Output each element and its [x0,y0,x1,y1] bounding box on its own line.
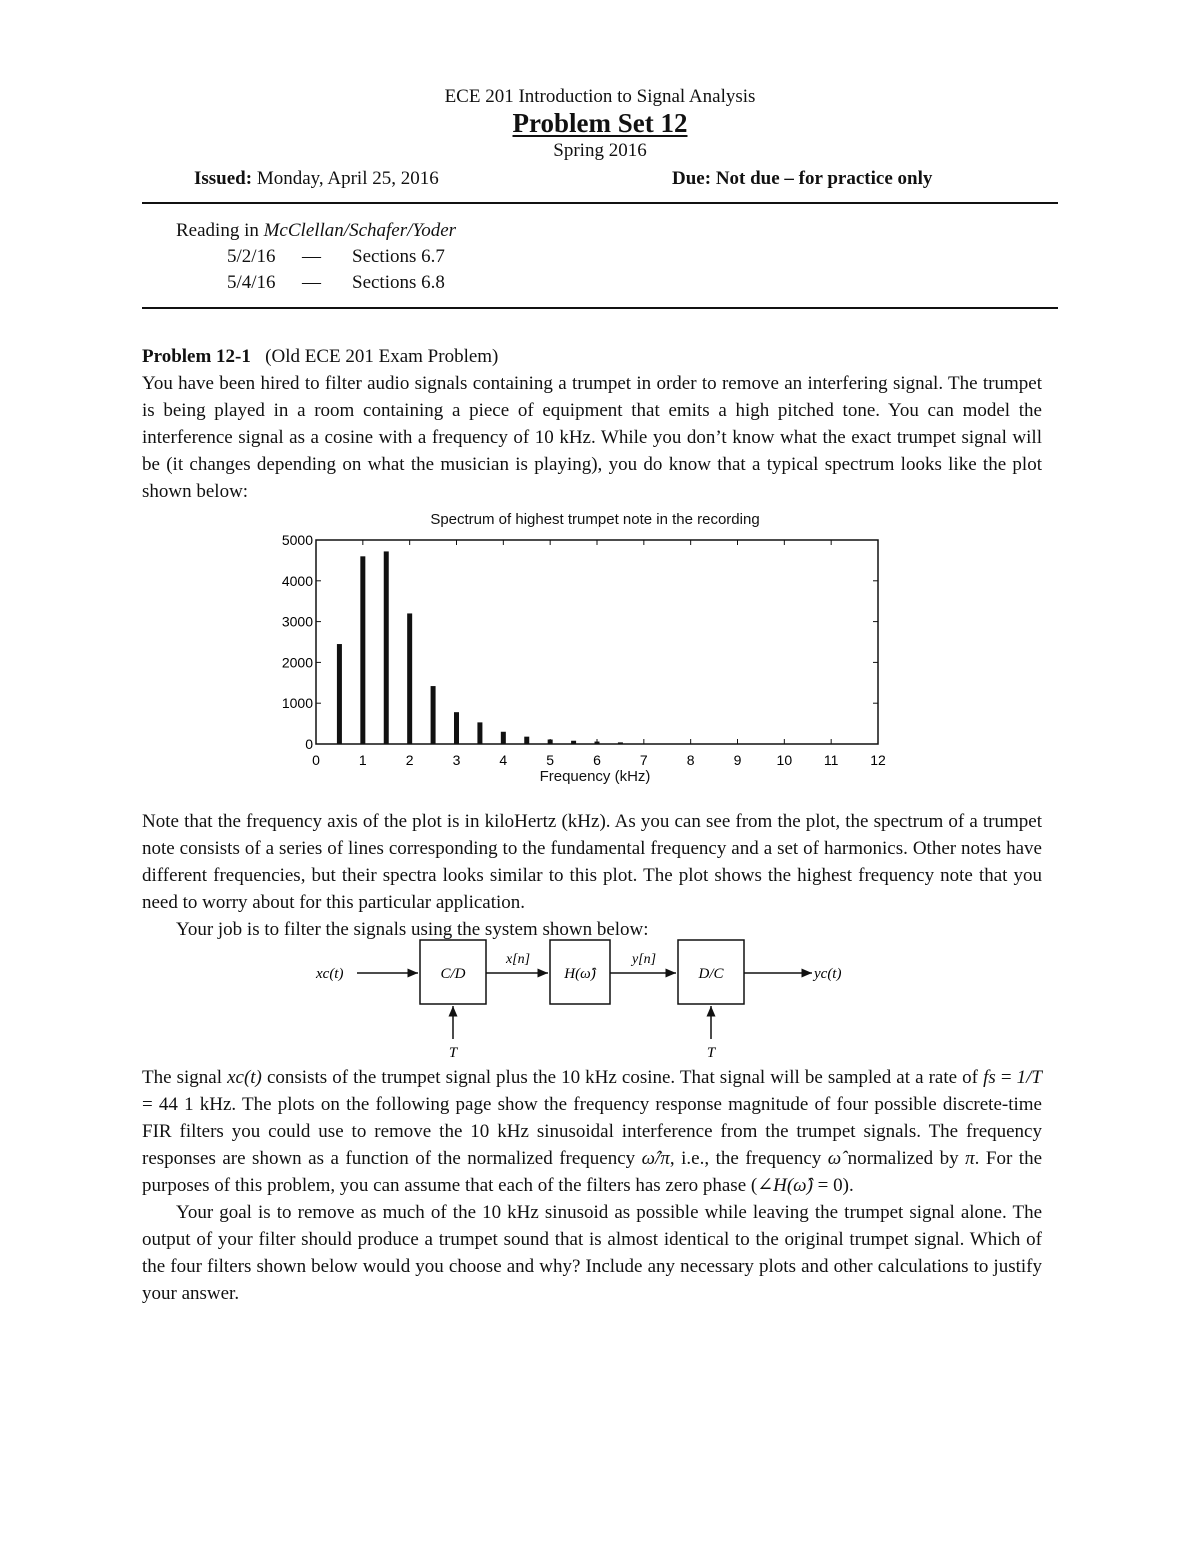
reading-heading: Reading in McClellan/Schafer/Yoder [176,220,457,241]
spectrum-bar [337,644,342,744]
xn-label: x[n] [505,952,531,967]
x-tick-label: 0 [312,752,320,768]
x-tick-label: 9 [733,752,742,768]
course-title: ECE 201 Introduction to Signal Analysis [444,86,756,107]
x-tick-label: 11 [823,752,839,768]
due-line: Due: Not due – for practice only [672,168,933,189]
top-rule [142,202,1058,204]
fs-symbol: fs [983,1067,996,1088]
problem-set-title: Problem Set 12 [512,108,688,138]
spectrum-bar [548,740,553,744]
chart-title: Spectrum of highest trumpet note in the recording [430,511,760,528]
y-ticks [282,532,878,752]
reading-dash-1: — [302,246,321,267]
yn-label: y[n] [631,952,657,967]
signal-paragraph: The signal xc(t) consists of the trumpet signal plus the 10 kHz cosine. That signal will be sampled at a rate of fs = 1/T = 44 1 kHz. The plots on the following page show the frequency response magnitude of four possible discrete-time FIR filters you could use to remove the 10 kHz sinusoidal interference from the trumpet signals. The frequency responses are shown as a function of the normalized frequency ω̂/π, i.e., the frequency ω̂ normalized by π. For the purposes of this problem, you can assume that each of the filters has zero phase (∠H(ω̂) = 0). Your goal is to remove as much of the 10 kHz sinusoid as possible while leaving the trumpet signal alone. The output of your filter should produce a trumpet sound that is almost identical to the original trumpet signal. Which of the four filters shown below would you choose and why? Include any necessary plots and other calculations to justify your answer. [142,1064,1042,1307]
spectrum-bar [501,732,506,744]
spectrum-bar [454,712,459,744]
spectrum-bar [431,686,436,744]
x-tick-label: 6 [593,752,601,768]
y-tick-label: 1000 [281,695,313,712]
pi-symbol: π [965,1148,975,1169]
spectrum-bar [595,742,600,744]
note-paragraph: Note that the frequency axis of the plot is in kiloHertz (kHz). As you can see from the plot, the spectrum of a trumpet note consists of a series of lines corresponding to the fundamental frequency and a set of harmonics. Other notes have different frequencies, but their spectra looks similar to this plot. The plot shows the highest frequency note that you need to worry about for this particular application. Your job is to filter the signals using the system shown below: [142,808,1042,943]
problem-source: (Old ECE 201 Exam Problem) [265,346,499,367]
omega-over-pi: ω̂/π [641,1148,670,1169]
x-ticks [312,540,886,768]
problem-number: Problem 12-1 [142,346,251,367]
reading-sections-1: Sections 6.7 [352,246,445,267]
problem-intro [142,343,1042,505]
x-tick-label: 1 [358,752,367,768]
plot-frame [316,540,878,744]
phase-expression: ∠H(ω̂) [757,1175,813,1196]
y-tick-label: 2000 [281,654,313,671]
spectrum-bar [384,551,389,744]
goal-paragraph: Your goal is to remove as much of the 10 kHz sinusoid as possible while leaving the trumpet signal alone. The output of your filter should produce a trumpet sound that is almost identical to the original trumpet signal. Which of the four filters shown below would you choose and why? Include any necessary plots and other calculations to justify your answer. [142,1202,1042,1304]
x-tick-label: 4 [499,752,508,768]
spectrum-bar [524,737,529,744]
bottom-rule [142,307,1058,309]
output-signal-label: yc(t) [814,966,842,982]
reading-date-1: 5/2/16 [227,246,276,267]
x-tick-label: 10 [776,752,793,768]
spectrum-chart [260,530,910,790]
reading-date-2: 5/4/16 [227,272,276,293]
block-diagram [300,935,880,1065]
t1-label: T [448,1045,458,1061]
omega-hat-symbol: ω̂ [827,1148,842,1169]
reading-dash-2: — [302,272,321,293]
y-tick-label: 0 [305,736,313,752]
chart-xlabel: Frequency (kHz) [539,768,651,785]
problem-intro-text: You have been hired to filter audio signals containing a trumpet in order to remove an interfering signal. The trumpet is being played in a room containing a piece of equipment that emits a high pitched tone. You can model the interference signal as a cosine with a frequency of 10 kHz. While you don’t know what the exact trumpet signal will be (it changes depending on what the musician is playing), you do know that a typical spectrum looks like the plot shown below: [142,373,1042,502]
spectrum-bar [571,741,576,744]
issued-line: Issued: Monday, April 25, 2016 [194,168,439,189]
x-tick-label: 8 [686,752,695,768]
x-tick-label: 12 [870,752,886,768]
x-tick-label: 5 [546,752,555,768]
spectrum-bar [477,722,482,744]
cd-label: C/D [440,966,466,982]
spectrum-bar [407,613,412,744]
x-tick-label: 7 [639,752,648,768]
spectrum-bar [618,742,623,744]
job-sentence: Your job is to filter the signals using the system shown below: [176,919,649,940]
spectrum-bar [360,556,365,744]
spectrum-bars [337,551,623,744]
input-signal-label: xc(t) [316,966,344,982]
y-tick-label: 5000 [281,532,313,548]
x-tick-label: 3 [452,752,461,768]
xc-symbol: xc(t) [227,1067,262,1088]
dc-label: D/C [698,966,724,982]
filter-label: H(ω̂) [564,966,596,982]
x-tick-label: 2 [405,752,414,768]
y-tick-label: 3000 [281,613,313,630]
t2-label: T [706,1045,716,1061]
one-over-t: 1/T [1016,1067,1042,1088]
reading-sections-2: Sections 6.8 [352,272,445,293]
y-tick-label: 4000 [281,572,313,589]
term: Spring 2016 [553,140,647,161]
